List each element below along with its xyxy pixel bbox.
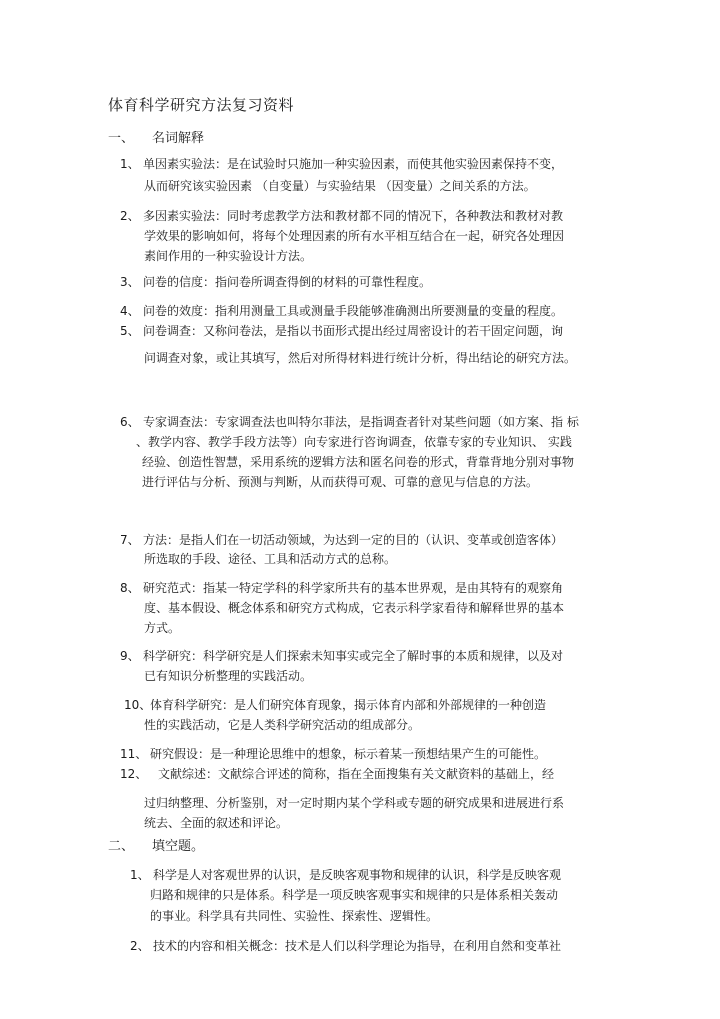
item-text-line: 学效果的影响如何，将每个处理因素的所有水平相互结合在一起，研究各处理因 (144, 229, 565, 243)
section-number: 一、 (108, 131, 135, 146)
item-number: 11、 (120, 747, 148, 761)
section-heading-2 (108, 835, 204, 854)
item-text-line: 性的实践活动，它是人类科学研究活动的组成部分。 (144, 718, 421, 732)
document-title: 体育科学研究方法复习资料 (108, 96, 295, 114)
item-text-line: 问卷调查：又称问卷法，是指以书面形式提出经过周密设计的若干固定问题，询 (143, 324, 564, 338)
item-text-line: 研究范式：指某一特定学科的科学家所共有的基本世界观，是由其特有的观察角 (143, 581, 564, 595)
item-number: 7、 (120, 533, 140, 547)
item-text-line: 所选取的手段、途径、工具和活动方式的总称。 (144, 552, 397, 566)
item-number: 1、 (130, 868, 150, 882)
item-text-line: 方法：是指人们在一切活动领域，为达到一定的目的（认识、变革或创造客体） (143, 533, 564, 547)
section-title: 名词解释 (152, 131, 205, 146)
item-number: 3、 (120, 275, 140, 289)
item-text-line: 多因素实验法：同时考虑教学方法和教材都不同的情况下，各种教法和教材对教 (143, 209, 564, 223)
item-text-line: 从而研究该实验因素 （自变量）与实验结果 （因变量）之间关系的方法。 (144, 179, 536, 193)
item-text-line: 科学是人对客观世界的认识，是反映客观事物和规律的认识，科学是反映客观 (153, 868, 562, 882)
item-text-line: 单因素实验法：是在试验时只施加一种实验因素，而使其他实验因素保持不变， (143, 157, 564, 171)
item-text-line: 问卷的信度：指问卷所调查得倒的材料的可靠性程度。 (143, 275, 432, 289)
section-title: 填空题。 (152, 839, 205, 854)
item-text-line: 问卷的效度：指利用测量工具或测量手段能够准确测出所要测量的变量的程度。 (143, 304, 564, 318)
item-text-line: 已有知识分析整理的实践活动。 (144, 669, 313, 683)
item-text-line: 、教学内容、教学手段方法等）向专家进行咨询调查，依靠专家的专业知识、 实践 (136, 435, 572, 449)
item-number: 4、 (120, 304, 140, 318)
item-number: 2、 (120, 209, 140, 223)
item-text-line: 技术的内容和相关概念：技术是人们以科学理论为指导，在利用自然和变革社 (153, 939, 562, 953)
item-number: 5、 (120, 324, 140, 338)
item-text-line: 问调查对象，或让其填写，然后对所得材料进行统计分析，得出结论的研究方法。 (144, 351, 577, 365)
item-number: 9、 (120, 649, 140, 663)
item-text-line: 方式。 (144, 621, 181, 635)
item-text-line: 统去、全面的叙述和评论。 (144, 816, 289, 830)
item-text-line: 科学研究：科学研究是人们探索未知事实或完全了解时事的本质和规律，以及对 (143, 649, 564, 663)
item-text-line: 过归纳整理、分析鉴别，对一定时期内某个学科或专题的研究成果和进展进行系 (144, 796, 565, 810)
item-text-line: 的事业。科学具有共同性、实验性、探索性、逻辑性。 (150, 909, 439, 923)
section-heading-1 (108, 127, 204, 146)
item-number: 6、 (120, 415, 140, 429)
item-text-line: 专家调查法：专家调查法也叫特尔菲法，是指调查者针对某些问题（如方案、指 标 (143, 415, 579, 429)
item-number: 12、 (120, 767, 148, 781)
item-number: 8、 (120, 581, 140, 595)
item-text-line: 经验、创造性智慧，采用系统的逻辑方法和匿名问卷的形式，背靠背地分别对事物 (142, 455, 575, 469)
item-text-line: 体育科学研究：是人们研究体育现象，揭示体育内部和外部规律的一种创造 (150, 698, 547, 712)
item-number: 1、 (120, 157, 140, 171)
item-text-line: 进行评估与分析、预测与判断，从而获得可观、可靠的意见与信息的方法。 (142, 475, 539, 489)
item-number: 10、 (124, 698, 152, 712)
item-number: 2、 (130, 939, 150, 953)
item-text-line: 研究假设：是一种理论思维中的想象，标示着某一预想结果产生的可能性。 (150, 747, 547, 761)
item-text-line: 度、基本假设、概念体系和研究方式构成，它表示科学家看待和解释世界的基本 (144, 601, 565, 615)
item-text-line: 归路和规律的只是体系。科学是一项反映客观事实和规律的只是体系相关轰动 (150, 888, 559, 902)
section-number: 二、 (108, 839, 135, 854)
item-text-line: 素间作用的一种实验设计方法。 (144, 249, 313, 263)
item-text-line: 文献综述：文献综合评述的简称，指在全面搜集有关文献资料的基础上，经 (158, 767, 555, 781)
